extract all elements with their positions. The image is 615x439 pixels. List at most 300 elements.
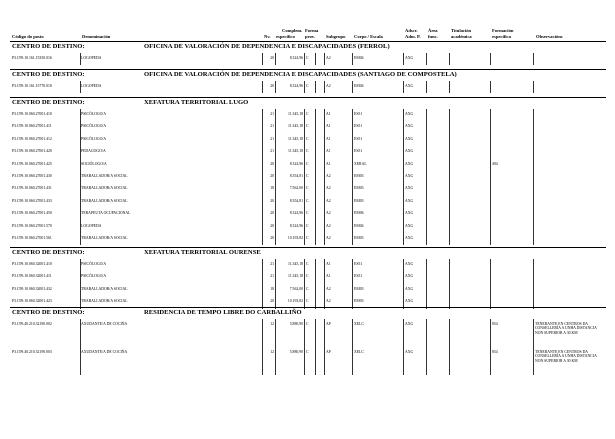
cell-den: TRABALLADOR/A SOCIAL [81, 299, 128, 304]
cell-adscr: AXG [405, 236, 414, 240]
header-forma-2: prov. [305, 34, 315, 39]
column-divider [426, 183, 427, 195]
cell-nv: 20 [270, 211, 274, 216]
header-corpo: Corpo / Escala [354, 34, 383, 39]
cell-code: P3.C99.10.060.32001.410 [12, 262, 52, 266]
column-divider [315, 109, 316, 121]
column-divider [315, 183, 316, 195]
column-divider [533, 146, 534, 158]
cell-code: P3.C99.40.210.32190.002 [12, 322, 52, 326]
cell-corpo: EM04 [354, 223, 364, 228]
column-divider [352, 121, 353, 133]
column-divider [304, 233, 305, 245]
column-divider [533, 208, 534, 220]
header-nv: Nv. [264, 34, 271, 39]
column-divider [262, 53, 263, 65]
cell-code: P3.C99.40.210.32190.003 [12, 350, 52, 354]
cell-corpo: ES51 [354, 274, 363, 279]
column-divider [449, 196, 450, 208]
column-divider [352, 271, 353, 283]
column-divider [262, 221, 263, 233]
column-divider [449, 208, 450, 220]
section-rule [10, 97, 606, 98]
cell-den: TRABALLADOR/A SOCIAL [81, 174, 128, 178]
column-divider [449, 146, 450, 158]
column-divider [533, 109, 534, 121]
cell-den: AXUDANTE/A DE COCIÑA [81, 350, 128, 354]
column-divider [449, 159, 450, 171]
column-divider [324, 171, 325, 183]
cell-sub: A1 [326, 112, 331, 116]
header-area: Área [428, 28, 438, 33]
cell-corpo: EM04 [354, 56, 364, 60]
cell-adscr: AXG [405, 274, 414, 279]
cell-den: TRABALLADOR/A SOCIAL [81, 186, 128, 191]
cell-adscr: AXG [405, 149, 414, 154]
cell-den: LOGOPEDA [81, 223, 102, 228]
column-divider [352, 233, 353, 245]
cell-comp: 11.345,18 [287, 262, 303, 266]
cell-adscr: AXG [405, 186, 414, 191]
column-divider [449, 271, 450, 283]
cell-nv: 12 [270, 322, 274, 326]
column-divider [426, 159, 427, 171]
column-divider [315, 259, 316, 271]
cell-comp: 8.324,96 [289, 56, 303, 60]
cell-code: P3.C99.10.060.27001.420 [12, 149, 52, 154]
cell-adscr: AXG [405, 84, 414, 88]
cell-adscr: AXG [405, 198, 414, 203]
column-divider [352, 208, 353, 220]
header-titulacion-2: académica [451, 34, 472, 39]
cell-code: P3.C99.10.060.32001.423 [12, 299, 52, 304]
section-label: CENTRO DE DESTINO: [12, 43, 85, 50]
header-denominacion: Denominación [82, 34, 111, 39]
cell-adscr: AXG [405, 112, 414, 116]
cell-corpo: ES51 [354, 136, 363, 141]
section-label: CENTRO DE DESTINO: [12, 99, 85, 106]
column-divider [490, 81, 491, 93]
column-divider [533, 134, 534, 146]
cell-forma: C [306, 350, 309, 354]
cell-nv: 20 [270, 84, 274, 88]
column-divider [403, 171, 404, 183]
column-divider [533, 183, 534, 195]
column-divider [352, 259, 353, 271]
column-divider [262, 81, 263, 93]
cell-sub: A2 [326, 286, 331, 291]
cell-observacions: TENERANTE EN CENTROS DA CONSELLERÍA A UNHA DISTANCIA NON SUPERIOR A 30 KM [535, 350, 597, 363]
header-complem: Complem. [282, 28, 303, 33]
column-divider [352, 53, 353, 65]
cell-den: PSICÓLOGO/A [81, 136, 107, 141]
cell-corpo: ES51 [354, 112, 363, 116]
column-divider [403, 146, 404, 158]
cell-formacion: 854 [492, 322, 498, 326]
column-divider [315, 53, 316, 65]
column-divider [315, 81, 316, 93]
column-divider [324, 208, 325, 220]
cell-code: P3.C99.10.161.15350.016 [12, 56, 52, 60]
column-divider [304, 271, 305, 283]
section-rule [10, 307, 606, 308]
column-divider [352, 109, 353, 121]
section-label: CENTRO DE DESTINO: [12, 71, 85, 78]
cell-sub: A2 [326, 174, 331, 178]
column-divider [352, 347, 353, 375]
column-divider [262, 146, 263, 158]
cell-forma: C [306, 56, 309, 60]
column-divider [490, 171, 491, 183]
cell-corpo: EM06 [354, 211, 364, 216]
column-divider [426, 284, 427, 296]
column-divider [352, 221, 353, 233]
cell-code: P3.C99.10.060.27001.410 [12, 112, 52, 116]
column-divider [403, 109, 404, 121]
cell-forma: C [306, 211, 309, 216]
column-divider [490, 146, 491, 158]
header-forma: Forma [305, 28, 319, 33]
column-divider [449, 81, 450, 93]
cell-corpo: EM03 [354, 198, 364, 203]
section-rule [10, 69, 606, 70]
cell-formacion: 854 [492, 350, 498, 354]
column-divider [352, 183, 353, 195]
column-divider [403, 221, 404, 233]
column-divider [403, 183, 404, 195]
cell-sub: A2 [326, 299, 331, 304]
header-area-2: func. [428, 34, 438, 39]
column-divider [324, 109, 325, 121]
column-divider [403, 134, 404, 146]
cell-sub: A2 [326, 236, 331, 240]
cell-corpo: EM03 [354, 286, 364, 291]
cell-corpo: EM04 [354, 84, 364, 88]
cell-comp: 11.345,18 [287, 274, 303, 279]
cell-corpo: EM03 [354, 186, 364, 191]
cell-den: PSICÓLOGO/A [81, 124, 107, 129]
column-divider [262, 271, 263, 283]
cell-code: P3.C99.10.060.27001.433 [12, 198, 52, 203]
column-divider [324, 183, 325, 195]
column-divider [533, 347, 534, 375]
section-title: XEFATURA TERRITORIAL OURENSE [144, 249, 261, 256]
cell-adscr: AXG [405, 136, 414, 141]
cell-comp: 10.193,82 [287, 299, 303, 304]
column-divider [426, 271, 427, 283]
cell-corpo: EM03 [354, 236, 364, 240]
column-divider [533, 196, 534, 208]
column-divider [426, 53, 427, 65]
column-divider [426, 171, 427, 183]
column-divider [315, 221, 316, 233]
header-titulacion: Titulación [451, 28, 472, 33]
cell-sub: A2 [326, 56, 331, 60]
cell-den: LOGOPEDA [81, 56, 102, 60]
cell-code: P3.C99.10.060.27001.430 [12, 174, 52, 178]
cell-forma: C [306, 124, 309, 129]
column-divider [315, 159, 316, 171]
cell-corpo: XERAL [354, 161, 367, 166]
column-divider [262, 347, 263, 375]
column-divider [315, 347, 316, 375]
cell-comp: 11.345,18 [287, 149, 303, 154]
cell-code: P3.C99.10.060.27001.425 [12, 161, 52, 166]
cell-nv: 20 [270, 56, 274, 60]
column-divider [403, 259, 404, 271]
column-divider [449, 109, 450, 121]
column-divider [324, 134, 325, 146]
cell-adscr: AXG [405, 161, 414, 166]
cell-corpo: ES51 [354, 124, 363, 129]
cell-nv: 18 [270, 286, 274, 291]
cell-den: LOGOPEDA [81, 84, 102, 88]
column-divider [304, 221, 305, 233]
column-divider [352, 159, 353, 171]
column-divider [324, 259, 325, 271]
column-divider [533, 171, 534, 183]
cell-adscr: AXG [405, 299, 414, 304]
column-divider [426, 233, 427, 245]
column-divider [352, 284, 353, 296]
column-divider [304, 159, 305, 171]
column-divider [403, 319, 404, 347]
cell-comp: 7.562,00 [289, 286, 303, 291]
column-divider [449, 171, 450, 183]
column-divider [262, 171, 263, 183]
column-divider [403, 284, 404, 296]
column-divider [533, 233, 534, 245]
cell-comp: 11.345,18 [287, 136, 303, 141]
column-divider [324, 81, 325, 93]
column-divider [315, 146, 316, 158]
column-divider [490, 221, 491, 233]
section-title: OFICINA DE VALORACIÓN DE DEPENDENCIA E DISCAPACIDADES (SANTIAGO DE COMPOSTELA) [144, 71, 457, 78]
column-divider [315, 171, 316, 183]
column-divider [403, 208, 404, 220]
cell-sub: A2 [326, 211, 331, 216]
column-divider [403, 81, 404, 93]
column-divider [315, 121, 316, 133]
cell-code: P3.C99.10.060.27001.431 [12, 186, 52, 191]
column-divider [304, 347, 305, 375]
column-divider [426, 121, 427, 133]
cell-forma: C [306, 112, 309, 116]
column-divider [403, 159, 404, 171]
cell-forma: C [306, 223, 309, 228]
header-adscr-2: Adm. P. [405, 34, 421, 39]
column-divider [324, 221, 325, 233]
cell-nv: 20 [270, 161, 274, 166]
column-divider [315, 208, 316, 220]
column-divider [304, 259, 305, 271]
cell-code: P3.C99.10.060.27001.411 [12, 124, 52, 129]
cell-formacion: 494 [492, 161, 498, 166]
cell-forma: C [306, 198, 309, 203]
header-complem-2: específico [276, 34, 295, 39]
column-divider [352, 134, 353, 146]
column-divider [315, 134, 316, 146]
column-divider [426, 319, 427, 347]
column-divider [490, 109, 491, 121]
column-divider [304, 319, 305, 347]
cell-corpo: XELC [354, 350, 364, 354]
column-divider [304, 81, 305, 93]
cell-den: TRABALLADOR/A SOCIAL [81, 198, 128, 203]
column-divider [490, 208, 491, 220]
column-divider [426, 221, 427, 233]
section-rule [10, 41, 606, 42]
cell-comp: 7.562,00 [289, 186, 303, 191]
column-divider [426, 347, 427, 375]
cell-code: P3.C99.10.060.32001.432 [12, 286, 52, 291]
cell-forma: C [306, 84, 309, 88]
cell-den: TRABALLADOR/A SOCIAL [81, 236, 128, 240]
column-divider [449, 347, 450, 375]
cell-adscr: AXG [405, 262, 414, 266]
cell-code: P3.C99.10.060.27001.450 [12, 211, 52, 216]
header-adscr: Adscr. [405, 28, 418, 33]
column-divider [449, 233, 450, 245]
column-divider [324, 159, 325, 171]
cell-nv: 21 [270, 262, 274, 266]
cell-code: P3.C99.10.060.27001.412 [12, 136, 52, 141]
column-divider [490, 259, 491, 271]
header-subgrupo: Subgrupo [326, 34, 346, 39]
column-divider [262, 183, 263, 195]
column-divider [262, 196, 263, 208]
cell-corpo: EM03 [354, 299, 364, 304]
cell-sub: A2 [326, 223, 331, 228]
cell-comp: 11.345,18 [287, 124, 303, 129]
column-divider [490, 196, 491, 208]
column-divider [533, 319, 534, 347]
cell-corpo: EM03 [354, 174, 364, 178]
column-divider [426, 208, 427, 220]
column-divider [315, 284, 316, 296]
cell-sub: A1 [326, 161, 331, 166]
column-divider [533, 271, 534, 283]
cell-adscr: AXG [405, 322, 414, 326]
cell-comp: 8.324,96 [289, 84, 303, 88]
cell-nv: 21 [270, 124, 274, 129]
column-divider [324, 284, 325, 296]
cell-comp: 5.880,90 [289, 322, 303, 326]
cell-forma: C [306, 174, 309, 178]
column-divider [403, 196, 404, 208]
cell-forma: C [306, 299, 309, 304]
column-divider [490, 319, 491, 347]
column-divider [324, 233, 325, 245]
column-divider [304, 134, 305, 146]
cell-adscr: AXG [405, 174, 414, 178]
cell-code: P3.C99.10.060.27001.570 [12, 223, 52, 228]
column-divider [490, 134, 491, 146]
cell-nv: 20 [270, 198, 274, 203]
column-divider [533, 81, 534, 93]
column-divider [449, 53, 450, 65]
column-divider [426, 81, 427, 93]
column-divider [352, 146, 353, 158]
cell-corpo: ES51 [354, 262, 363, 266]
column-divider [304, 109, 305, 121]
cell-sub: A1 [326, 149, 331, 154]
cell-den: SOCIÓLOGO/A [81, 161, 107, 166]
column-divider [426, 134, 427, 146]
column-divider [324, 53, 325, 65]
column-divider [352, 319, 353, 347]
column-divider [315, 233, 316, 245]
cell-sub: A2 [326, 186, 331, 191]
column-divider [403, 53, 404, 65]
column-divider [262, 134, 263, 146]
cell-den: PEDAGOGO/A [81, 149, 106, 154]
section-rule [10, 247, 606, 248]
column-divider [533, 259, 534, 271]
column-divider [262, 208, 263, 220]
column-divider [352, 81, 353, 93]
column-divider [262, 109, 263, 121]
column-divider [262, 259, 263, 271]
section-title: XEFATURA TERRITORIAL LUGO [144, 99, 249, 106]
cell-forma: C [306, 262, 309, 266]
column-divider [490, 233, 491, 245]
cell-forma: C [306, 136, 309, 141]
column-divider [324, 319, 325, 347]
column-divider [449, 284, 450, 296]
column-divider [324, 347, 325, 375]
column-divider [262, 159, 263, 171]
header-formacion-2: específica [492, 34, 511, 39]
cell-forma: C [306, 161, 309, 166]
cell-adscr: AXG [405, 350, 414, 354]
cell-den: PSICÓLOGO/A [81, 262, 107, 266]
column-divider [490, 121, 491, 133]
cell-forma: C [306, 149, 309, 154]
column-divider [324, 196, 325, 208]
column-divider [324, 121, 325, 133]
column-divider [304, 121, 305, 133]
cell-comp: 8.324,96 [289, 211, 303, 216]
column-divider [304, 208, 305, 220]
column-divider [403, 347, 404, 375]
cell-comp: 8.324,96 [289, 161, 303, 166]
column-divider [403, 233, 404, 245]
cell-comp: 5.880,90 [289, 350, 303, 354]
column-divider [304, 146, 305, 158]
column-divider [533, 221, 534, 233]
cell-corpo: ES51 [354, 149, 363, 154]
section-label: CENTRO DE DESTINO: [12, 249, 85, 256]
cell-den: TRABALLADOR/A SOCIAL [81, 286, 128, 291]
cell-comp: 8.324,96 [289, 223, 303, 228]
cell-forma: C [306, 322, 309, 326]
column-divider [304, 53, 305, 65]
cell-forma: C [306, 236, 309, 240]
column-divider [304, 284, 305, 296]
cell-forma: C [306, 286, 309, 291]
column-divider [490, 159, 491, 171]
cell-nv: 20 [270, 236, 274, 240]
header-observacions: Observacións [536, 34, 563, 39]
cell-adscr: AXG [405, 223, 414, 228]
cell-den: TERAPEUTA OCUPACIONAL [81, 211, 131, 216]
cell-forma: C [306, 186, 309, 191]
cell-observacions: TENERANTE EN CENTROS DA CONSELLERÍA A UNHA DISTANCIA NON SUPERIOR A 30 KM [535, 322, 597, 335]
column-divider [426, 196, 427, 208]
section-label: CENTRO DE DESTINO: [12, 309, 85, 316]
cell-code: P3.C99.10.060.32001.411 [12, 274, 52, 279]
